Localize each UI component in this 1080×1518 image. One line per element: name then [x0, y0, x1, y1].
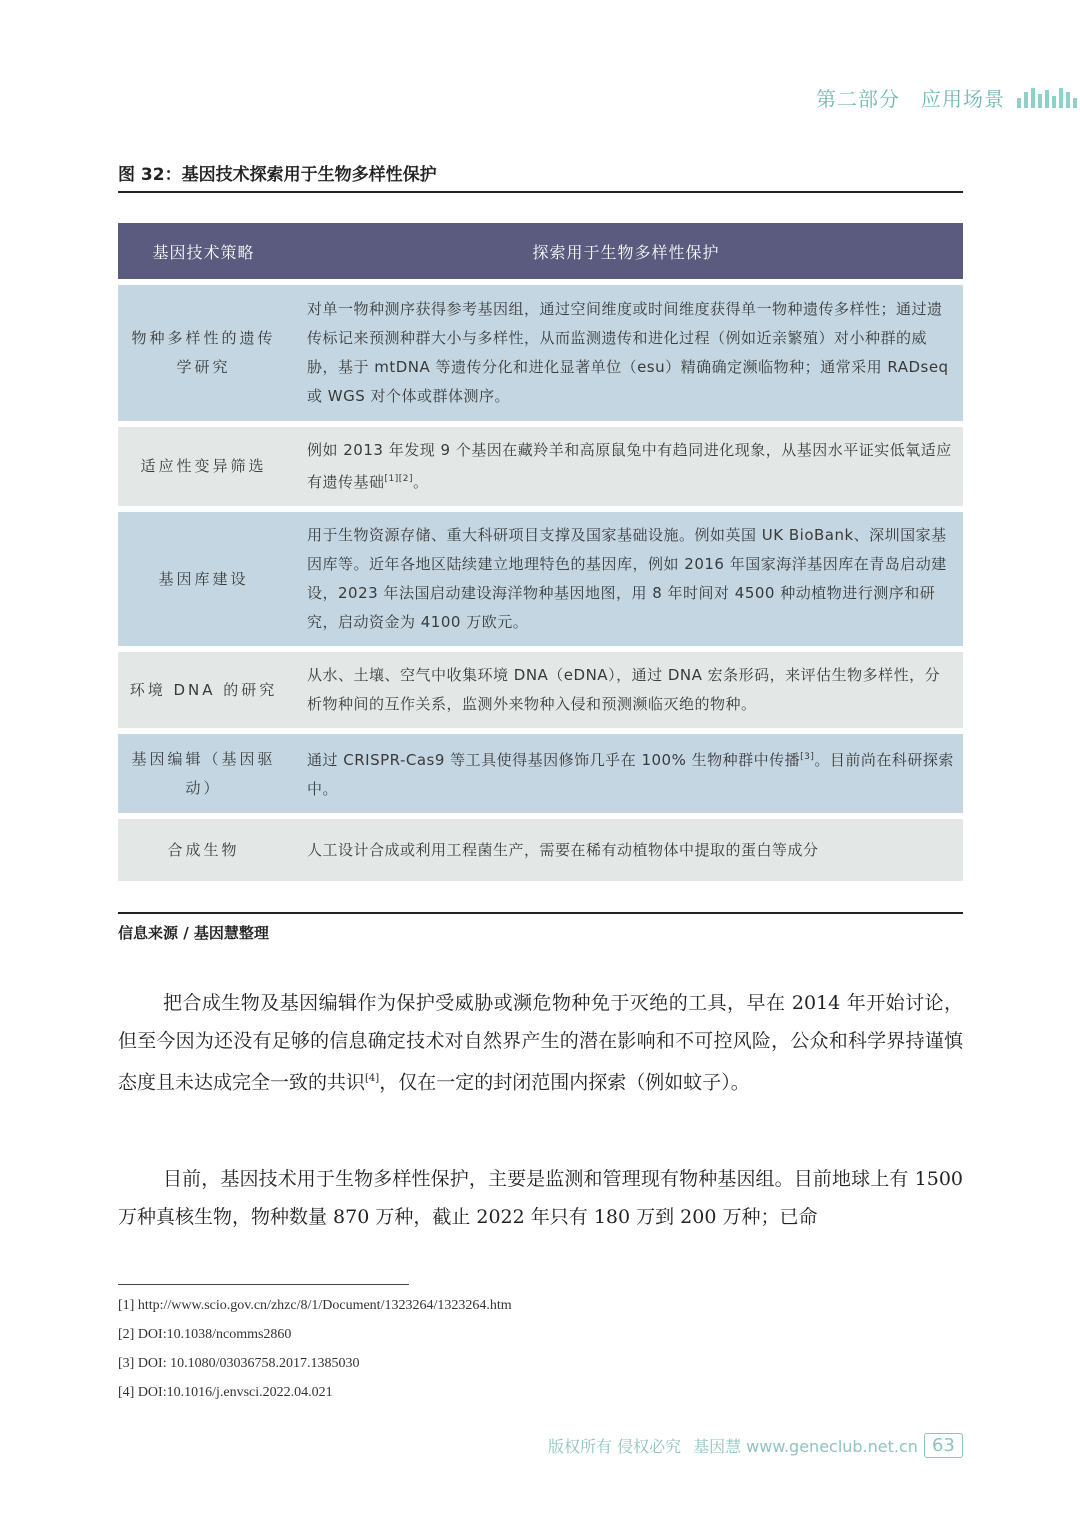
table-row — [118, 734, 963, 813]
column-header: 探索用于生物多样性保护 — [289, 223, 963, 279]
table-row — [118, 652, 963, 728]
citation-mark: [3] — [800, 752, 815, 762]
top-rule — [118, 191, 963, 193]
strategy-cell: 基因编辑（基因驱动） — [118, 734, 289, 813]
description-cell: 例如 2013 年发现 9 个基因在藏羚羊和高原鼠兔中有趋同进化现象，从基因水平证实低氧适应有遗传基础[1][2]。 — [289, 427, 963, 506]
description-cell: 从水、土壤、空气中收集环境 DNA（eDNA），通过 DNA 宏条形码，来评估生物多样性，分析物种间的互作关系，监测外来物种入侵和预测濒临灭绝的物种。 — [289, 652, 963, 728]
page-footer — [548, 1433, 963, 1458]
column-header: 基因技术策略 — [118, 223, 289, 279]
bottom-rule — [118, 912, 963, 914]
table-row — [118, 819, 963, 881]
figure-title: 图 32：基因技术探索用于生物多样性保护 — [118, 165, 437, 185]
body-paragraph: 把合成生物及基因编辑作为保护受威胁或濒危物种免于灭绝的工具，早在 2014 年开始讨论，但至今因为还没有足够的信息确定技术对自然界产生的潜在影响和不可控风险，公众和科学界持谨慎态度且未达成完全一致的共识[4]，仅在一定的封闭范围内探索（例如蚊子）。 — [118, 992, 963, 1094]
website-text: 基因慧 www.geneclub.net.cn — [693, 1437, 918, 1456]
strategy-cell: 基因库建设 — [118, 512, 289, 646]
copyright-text: 版权所有 侵权必究 — [548, 1437, 682, 1456]
footnote: [2] DOI:10.1038/ncomms2860 — [118, 1327, 292, 1342]
strategy-cell: 物种多样性的遗传学研究 — [118, 285, 289, 421]
citation-mark: [4] — [365, 1073, 380, 1084]
strategy-cell: 适应性变异筛选 — [118, 427, 289, 506]
footnote: [1] http://www.scio.gov.cn/zhzc/8/1/Document/1323264/1323264.htm — [118, 1298, 512, 1313]
description-cell: 通过 CRISPR-Cas9 等工具使得基因修饰几乎在 100% 生物种群中传播[3]。目前尚在科研探索中。 — [289, 734, 963, 813]
running-header — [816, 82, 1080, 112]
body-paragraph: 目前，基因技术用于生物多样性保护，主要是监测和管理现有物种基因组。目前地球上有 1500 万种真核生物，物种数量 870 万种，截止 2022 年只有 180 万到 200 万种；已命 — [118, 1168, 963, 1228]
footnote-rule — [118, 1284, 409, 1285]
strategy-table — [118, 217, 963, 887]
description-cell: 人工设计合成或利用工程菌生产，需要在稀有动植物体中提取的蛋白等成分 — [289, 819, 963, 881]
citation-mark: [1][2] — [384, 474, 414, 484]
strategy-cell: 合成生物 — [118, 819, 289, 881]
page-number: 63 — [924, 1433, 963, 1458]
table-row — [118, 512, 963, 646]
table-header-row — [118, 223, 963, 279]
section-title: 第二部分 应用场景 — [816, 86, 1005, 111]
description-cell: 对单一物种测序获得参考基因组，通过空间维度或时间维度获得单一物种遗传多样性；通过遗传标记来预测种群大小与多样性，从而监测遗传和进化过程（例如近亲繁殖）对小种群的威胁，基于 mtDNA 等遗传分化和进化显著单位（esu）精确确定濒临物种；通常采用 RADseq 或 WGS 对个体或群体测序。 — [289, 285, 963, 421]
figure-source: 信息来源 / 基因慧整理 — [118, 924, 269, 942]
strategy-cell: 环境 DNA 的研究 — [118, 652, 289, 728]
header-decoration-icon — [1017, 86, 1080, 108]
footnote: [4] DOI:10.1016/j.envsci.2022.04.021 — [118, 1385, 333, 1400]
description-cell: 用于生物资源存储、重大科研项目支撑及国家基础设施。例如英国 UK BioBank、深圳国家基因库等。近年各地区陆续建立地理特色的基因库，例如 2016 年国家海洋基因库在青岛启动建设，2023 年法国启动建设海洋物种基因地图，用 8 年时间对 4500 种动植物进行测序和研究，启动资金为 4100 万欧元。 — [289, 512, 963, 646]
table-row — [118, 285, 963, 421]
table-row — [118, 427, 963, 506]
footnote: [3] DOI: 10.1080/03036758.2017.1385030 — [118, 1356, 360, 1371]
